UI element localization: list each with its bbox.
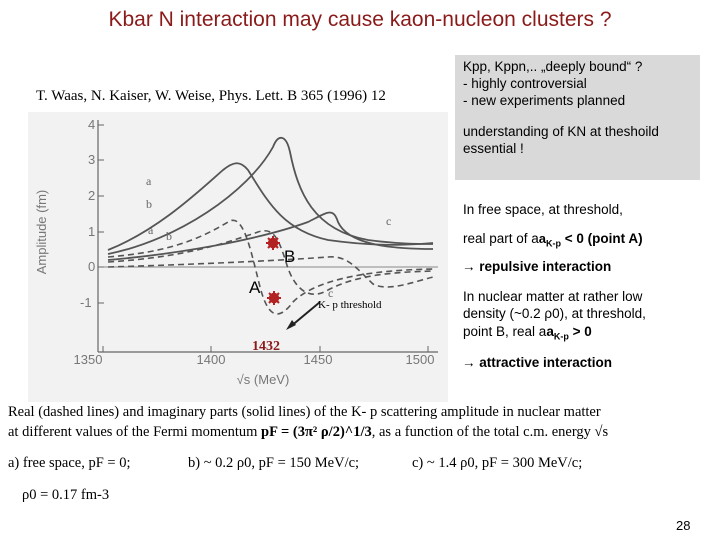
note-line-1: Kpp, Kppn,.. „deeply bound“ ? bbox=[463, 59, 643, 74]
curve-label-b-top: b bbox=[146, 197, 152, 211]
note-line-3: - new experiments planned bbox=[463, 93, 626, 108]
caption-item-c: c) ~ 1.4 ρ0, pF = 300 MeV/c; bbox=[412, 455, 583, 471]
x-tick-1400: 1400 bbox=[196, 352, 226, 367]
attractive-text: → attractive interaction bbox=[462, 355, 613, 370]
y-tick-4: 4 bbox=[88, 117, 96, 132]
curve-label-a-mid: a bbox=[148, 223, 154, 237]
slide-title: Kbar N interaction may cause kaon-nucleon clusters ? bbox=[108, 8, 612, 31]
note-box bbox=[455, 55, 700, 180]
threshold-label: K- p threshold bbox=[318, 299, 382, 311]
point-a-marker bbox=[267, 291, 281, 305]
curve-label-c-low: c bbox=[328, 286, 334, 300]
point-b-marker bbox=[266, 236, 280, 250]
y-tick-3: 3 bbox=[88, 152, 96, 167]
point-a-label: A bbox=[249, 278, 261, 297]
caption-line-2: at different values of the Fermi momentum pF = (3π² ρ/2)^1/3, as a function of the total c.m. energy √s bbox=[8, 424, 609, 440]
caption-line-1: Real (dashed lines) and imaginary parts (solid lines) of the K- p scattering amplitude in nuclear matter bbox=[8, 404, 601, 420]
threshold-value: 1432 bbox=[252, 339, 280, 354]
page-number: 28 bbox=[676, 518, 691, 533]
x-tick-1450: 1450 bbox=[303, 352, 333, 367]
citation: T. Waas, N. Kaiser, W. Weise, Phys. Lett. B 365 (1996) 12 bbox=[36, 88, 386, 104]
y-tick-1: 1 bbox=[88, 224, 96, 239]
y-axis-label: Amplitude (fm) bbox=[34, 189, 49, 275]
note-line-4: understanding of KN at theshoild bbox=[463, 124, 659, 139]
y-tick-0: 0 bbox=[88, 259, 96, 274]
caption-rho0: ρ0 = 0.17 fm-3 bbox=[22, 487, 110, 503]
repulsive-text: → repulsive interaction bbox=[462, 259, 612, 274]
free-space-text: In free space, at threshold, bbox=[463, 202, 623, 217]
point-b-label: B bbox=[284, 247, 296, 266]
curve-label-a-top: a bbox=[146, 174, 152, 188]
x-axis-label: √s (MeV) bbox=[236, 372, 290, 387]
note-line-2: - highly controversial bbox=[463, 76, 587, 91]
y-tick-neg1: -1 bbox=[80, 295, 92, 310]
nuclear-line-2: density (~0.2 ρ0), at threshold, bbox=[463, 306, 646, 321]
amplitude-plot bbox=[28, 112, 448, 402]
x-tick-1350: 1350 bbox=[73, 352, 103, 367]
real-part-text: real part of $aa_{K-p} < 0$ (point A) bbox=[463, 231, 643, 249]
caption-item-b: b) ~ 0.2 ρ0, pF = 150 MeV/c; bbox=[188, 455, 360, 471]
nuclear-line-3: point B, real $aa_{K-p} > 0$ bbox=[463, 324, 592, 342]
nuclear-line-1: In nuclear matter at rather low bbox=[463, 289, 643, 304]
x-tick-1500: 1500 bbox=[405, 352, 435, 367]
curve-label-c-top: c bbox=[386, 214, 392, 228]
y-tick-2: 2 bbox=[88, 188, 96, 203]
caption-item-a: a) free space, pF = 0; bbox=[8, 455, 131, 471]
note-line-5: essential ! bbox=[463, 141, 524, 156]
curve-label-b-mid: b bbox=[166, 229, 172, 243]
